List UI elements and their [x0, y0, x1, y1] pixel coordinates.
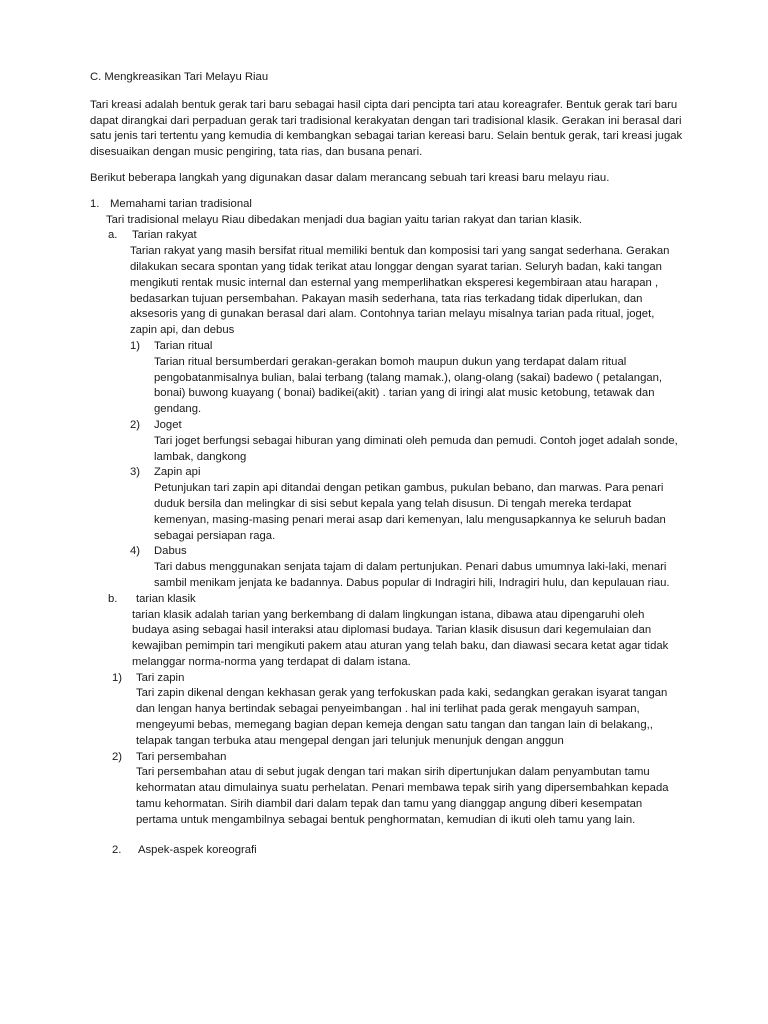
- sub-item-title: tarian klasik: [136, 592, 196, 605]
- section-heading: C. Mengkreasikan Tari Melayu Riau: [90, 71, 269, 83]
- list-item-title: Memahami tarian tradisional: [110, 197, 252, 210]
- list-number: 3): [130, 466, 141, 479]
- sub-item-body: tarian klasik adalah tarian yang berkembang di dalam lingkungan istana, dibawa atau dipengaruhi oleh budaya asing sebagai hasil interaksi atau diplomasi budaya. Tarian klasik disusun dari kegemulaian dan kewajiban pemimpin tari mengikuti pakem atau aturan yang telah baku, dan diawasi secara ketat agar tidak melanggar norma-norma yang terdapat di dalam istana.: [132, 608, 669, 668]
- sub-item-a: [90, 228, 684, 244]
- list-number: 4): [130, 545, 141, 558]
- intro-paragraph: Tari kreasi adalah bentuk gerak tari baru sebagai hasil cipta dari pencipta tari atau koreagrafer. Bentuk gerak tari baru dapat dirangkai dari perpaduan gerak tari tradisional kerakyatan dengan tari tradisional klasik. Gerakan ini berasal dari satu jenis tari tertentu yang kemudia di kembangkan sebagai tarian kereasi baru. Selain bentuk gerak, tari kreasi jugak disesuaikan dengan music pengiring, tata rias, dan busana penari.: [90, 98, 683, 159]
- list-number: 2): [112, 750, 123, 763]
- list-item: [90, 339, 684, 355]
- list-item-2: [90, 843, 684, 859]
- list-item-body: Tari joget berfungsi sebagai hiburan yang diminati oleh pemuda dan pemudi. Contoh joget adalah sonde, lambak, dangkong: [154, 434, 678, 463]
- list-item-title: Dabus: [154, 545, 187, 558]
- list-item-1: [90, 197, 684, 213]
- list-item-description: Tari tradisional melayu Riau dibedakan menjadi dua bagian yaitu tarian rakyat dan tarian klasik.: [106, 213, 582, 226]
- list-item: [90, 671, 684, 687]
- list-letter: b.: [108, 592, 118, 605]
- spacer: [90, 829, 684, 843]
- list-item: [90, 465, 684, 481]
- list-item-title: Aspek-aspek koreografi: [138, 843, 257, 856]
- lead-paragraph: Berikut beberapa langkah yang digunakan dasar dalam merancang sebuah tari kreasi baru melayu riau.: [90, 171, 610, 184]
- sub-item-body: Tarian rakyat yang masih bersifat ritual memiliki bentuk dan komposisi tari yang sangat sederhana. Gerakan dilakukan secara spontan yang tidak terikat atau longgar dengan syarat tarian. Seluryh badan, kaki tangan mengikuti rentak music internal dan esternal yang memperlihatkan eksperesi kegembiraan atau harapan , bedasarkan tujuan persembahan. Pakayan masih sederhana, tata rias terkadang tidak diperlukan, dan aksesoris yang di gunakan berasal dari alam. Contohnya tarian melayu misalnya tarian pada ritual, joget, zapin api, dan debus: [130, 245, 670, 337]
- list-number: 2.: [112, 843, 122, 856]
- list-item-title: Tarian ritual: [154, 339, 213, 352]
- list-item-body: Tarian ritual bersumberdari gerakan-gerakan bomoh maupun dukun yang terdapat dalam ritual pengobatanmisalnya bulian, balai terbang (talang mamak.), olang-olang (sakai) badewo ( petalangan, bonai) buwong kuayang ( bonai) badikei(akit) . tarian yang di iringi alat music ketobung, tetawak dan gendang.: [154, 355, 663, 416]
- list-number: 1.: [90, 197, 100, 210]
- list-item-body: Petunjukan tari zapin api ditandai dengan petikan gambus, pukulan bebano, dan marwas. Para penari duduk bersila dan melingkar di sisi sebut kepala yang telah disusun. Di tengah mereka terdapat kemenyan, masing-masing penari merai asap dari kemenyan, lalu mengusapkannya ke seluruh badan sebagai persiapan raga.: [154, 482, 666, 542]
- list-item: [90, 418, 684, 434]
- list-item-title: Zapin api: [154, 466, 201, 479]
- list-item-title: Joget: [154, 418, 182, 431]
- list-letter: a.: [108, 229, 118, 242]
- list-item: [90, 750, 684, 766]
- list-item: [90, 544, 684, 560]
- list-number: 2): [130, 418, 141, 431]
- sub-item-b: [90, 592, 684, 608]
- list-number: 1): [130, 339, 141, 352]
- list-item-body: Tari persembahan atau di sebut jugak dengan tari makan sirih dipertunjukan dalam penyambutan tamu kehormatan atau dimulainya suatu perhelatan. Penari membawa tepak sirih yang dipersembahkan kepada tamu kehormatan. Sirih diambil dari dalam tepak dan tamu yang dianggap angung diberi kesempatan pertama untuk mengambilnya sebagai bentuk penghormatan, kemudian di ikuti oleh tamu yang lain.: [136, 766, 669, 826]
- list-item-body: Tari zapin dikenal dengan kekhasan gerak yang terfokuskan pada kaki, sedangkan gerakan isyarat tangan dan lengan hanya bertindak sebagai penyeimbangan . hal ini terlihat pada gerak mengayuh sampan, mengeyumi bebas, memegang bagian depan kemeja dengan satu tangan dan tangan lain di belakang,, telapak tangan terbuka atau mengepal dengan jari telunjuk menunjuk dengan anggun: [136, 687, 668, 747]
- list-number: 1): [112, 671, 123, 684]
- list-item-body: Tari dabus menggunakan senjata tajam di dalam pertunjukan. Penari dabus umumnya laki-laki, menari sambil menikam jenjata ke badannya. Dabus popular di Indragiri hili, Indragiri hulu, dan kepulauan riau.: [154, 561, 670, 589]
- list-item-title: Tari persembahan: [136, 750, 227, 763]
- sub-item-title: Tarian rakyat: [132, 229, 197, 242]
- list-item-title: Tari zapin: [136, 671, 185, 684]
